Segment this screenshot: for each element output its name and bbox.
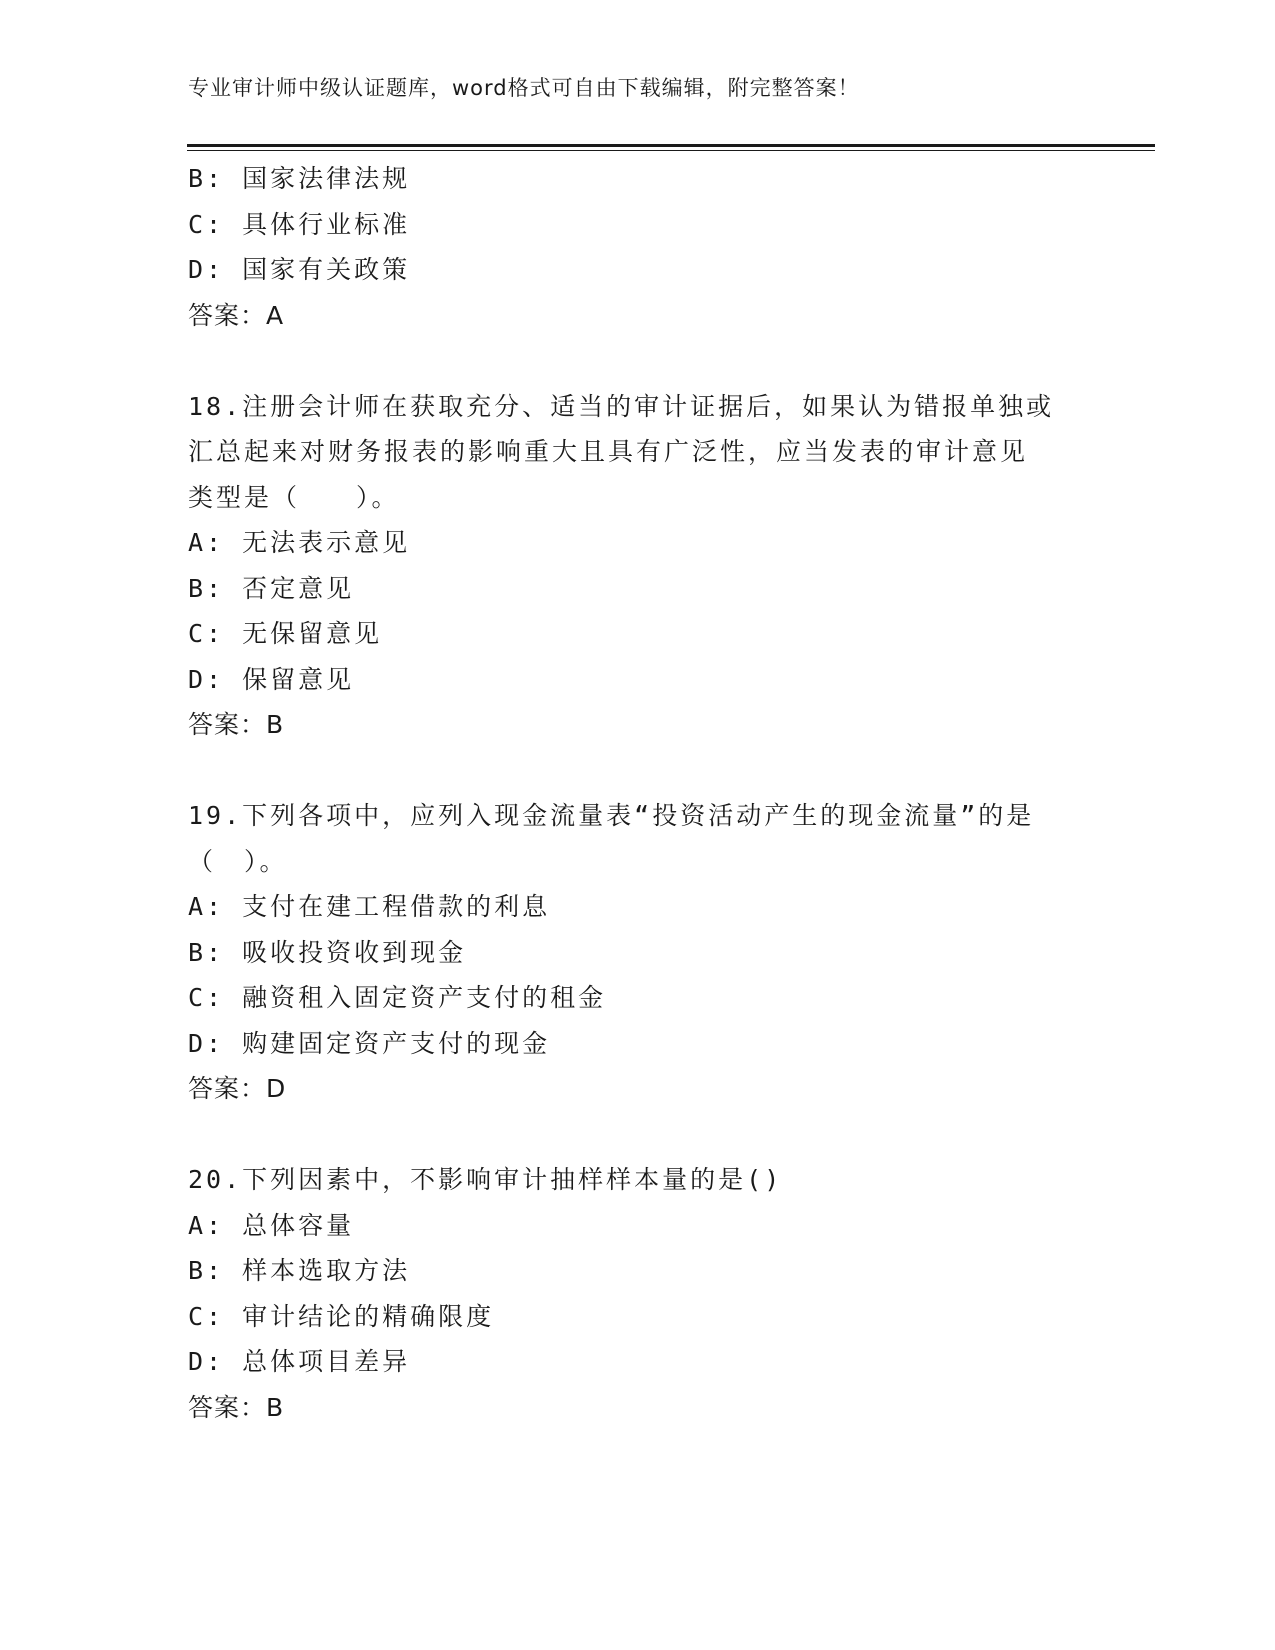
question-stem-line: 汇总起来对财务报表的影响重大且具有广泛性，应当发表的审计意见 [188, 437, 1029, 466]
option-c: C: 具体行业标准 [188, 209, 411, 239]
option-b: B: 吸收投资收到现金 [188, 937, 467, 967]
question-17-tail [188, 156, 1088, 338]
spacer [188, 338, 1088, 384]
answer-line: 答案：D [188, 1074, 287, 1103]
option-c: C: 无保留意见 [188, 619, 383, 648]
question-stem-line: 19.下列各项中，应列入现金流量表“投资活动产生的现金流量”的是 [188, 801, 1035, 830]
option-a: A: 支付在建工程借款的利息 [188, 892, 551, 921]
question-18 [188, 384, 1088, 748]
question-20 [188, 1157, 1088, 1430]
answer-line: 答案：A [188, 300, 285, 330]
spacer [188, 748, 1088, 794]
question-stem-line: 20.下列因素中，不影响审计抽样样本量的是() [188, 1165, 783, 1194]
option-d: D: 总体项目差异 [188, 1347, 411, 1376]
option-d: D: 保留意见 [188, 664, 355, 694]
option-a: A: 无法表示意见 [188, 528, 411, 557]
question-stem-line: 类型是（ ）。 [188, 482, 400, 512]
option-d: D: 国家有关政策 [188, 255, 411, 284]
option-d: D: 购建固定资产支付的现金 [188, 1028, 551, 1058]
option-a: A: 总体容量 [188, 1210, 355, 1240]
option-b: B: 样本选取方法 [188, 1256, 411, 1285]
question-stem-line: 18.注册会计师在获取充分、适当的审计证据后，如果认为错报单独或 [188, 391, 1055, 421]
header-rule-thick [187, 144, 1155, 147]
option-b: B: 国家法律法规 [188, 164, 411, 193]
question-stem-line: （ ）。 [188, 846, 288, 876]
header-rule-thin [187, 150, 1155, 151]
page-header: 专业审计师中级认证题库，word格式可自由下载编辑，附完整答案！ [188, 76, 860, 100]
question-19 [188, 793, 1088, 1112]
spacer [188, 1112, 1088, 1158]
answer-line: 答案：B [188, 1392, 285, 1422]
option-c: C: 审计结论的精确限度 [188, 1301, 495, 1331]
answer-line: 答案：B [188, 710, 285, 739]
question-content [188, 156, 1088, 1430]
option-c: C: 融资租入固定资产支付的租金 [188, 983, 607, 1012]
option-b: B: 否定意见 [188, 573, 355, 603]
